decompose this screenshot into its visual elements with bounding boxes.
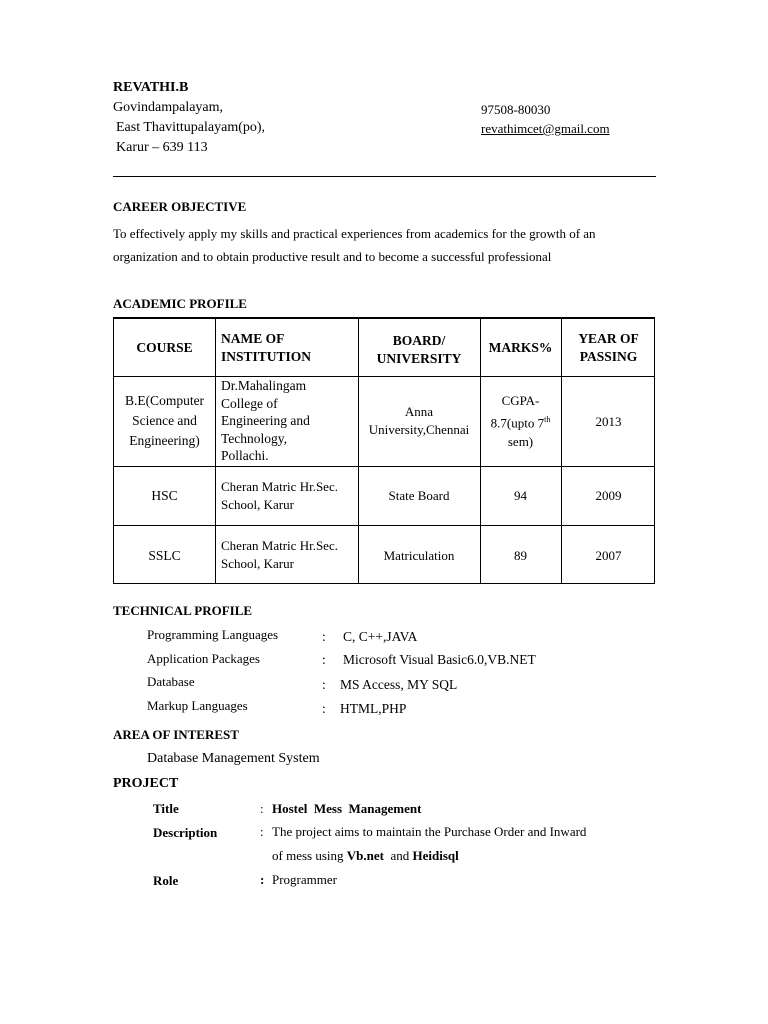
tech-label-database: Database [147,674,195,689]
table-header-board: BOARD/ UNIVERSITY [376,332,462,366]
row-year: 2007 [595,547,622,563]
tech-value-database: MS Access, MY SQL [340,677,458,692]
address-line-3: Karur – 639 113 [116,140,208,155]
tech-value-markup: HTML,PHP [340,701,407,716]
tech-sep: : [322,652,326,667]
tech-value-packages: Microsoft Visual Basic6.0,VB.NET [343,652,536,667]
row-board: Anna University,Chennai [368,404,470,437]
academic-profile-heading: ACADEMIC PROFILE [113,296,247,311]
table-header-course: COURSE [136,339,193,355]
row-marks: 94 [514,488,527,503]
row-marks: CGPA- 8.7(upto 7th sem) [490,392,551,450]
table-header-institution: NAME OF INSTITUTION [221,330,312,364]
area-of-interest-heading: AREA OF INTEREST [113,727,239,742]
tech-label-markup: Markup Languages [147,698,248,713]
tech-label-programming: Programming Languages [147,627,279,642]
table-header-year: YEAR OF PASSING [578,330,639,364]
row-course: B.E(Computer Science and Engineering) [124,393,205,448]
row-year: 2009 [595,488,622,503]
tech-sep: : [322,701,326,716]
project-description-label: Description [153,825,218,840]
row-marks: 89 [514,547,527,563]
row-institution: Dr.Mahalingam College of Engineering and Technology, Pollachi. [221,378,310,464]
row-institution: Cheran Matric Hr.Sec. School, Karur [221,478,338,512]
tech-sep: : [322,677,326,692]
academic-table [113,317,655,584]
table-header-marks: MARKS% [488,339,553,355]
project-title-sep: : [260,801,264,816]
tech-value-programming: C, C++,JAVA [343,629,418,644]
tech-label-packages: Application Packages [147,651,260,666]
email-link[interactable]: revathimcet@gmail.com [481,121,610,136]
career-objective-heading: CAREER OBJECTIVE [113,199,247,214]
project-role-label: Role [153,873,179,888]
project-description-sep: : [260,824,264,839]
candidate-name: REVATHI.B [113,80,189,95]
address-line-1: Govindampalayam, [113,100,224,115]
project-description-line-1: The project aims to maintain the Purchase Order and Inward [272,824,587,839]
address-line-2: East Thavittupalayam(po), [116,120,266,135]
area-of-interest-value: Database Management System [147,751,320,766]
header-divider [113,176,656,177]
project-role-value: Programmer [272,872,337,887]
project-title-label: Title [153,801,179,816]
row-year: 2013 [595,413,622,429]
project-description-line-2: of mess using Vb.net and Heidisql [272,848,459,863]
row-course: HSC [151,488,178,503]
table-row [114,376,215,466]
phone-number: 97508-80030 [481,102,551,117]
project-role-sep: : [260,872,265,887]
row-course: SSLC [148,547,181,563]
project-title-value: Hostel Mess Management [272,801,422,816]
career-objective-line-2: organization and to obtain productive result and to become a successful professional [113,249,552,264]
tech-sep: : [322,629,326,644]
row-board: Matriculation [383,547,455,563]
career-objective-line-1: To effectively apply my skills and practical experiences from academics for the growth of an [113,226,596,241]
row-board: State Board [388,488,450,503]
project-heading: PROJECT [113,776,179,791]
row-institution: Cheran Matric Hr.Sec. School, Karur [221,538,338,571]
technical-profile-heading: TECHNICAL PROFILE [113,603,253,618]
